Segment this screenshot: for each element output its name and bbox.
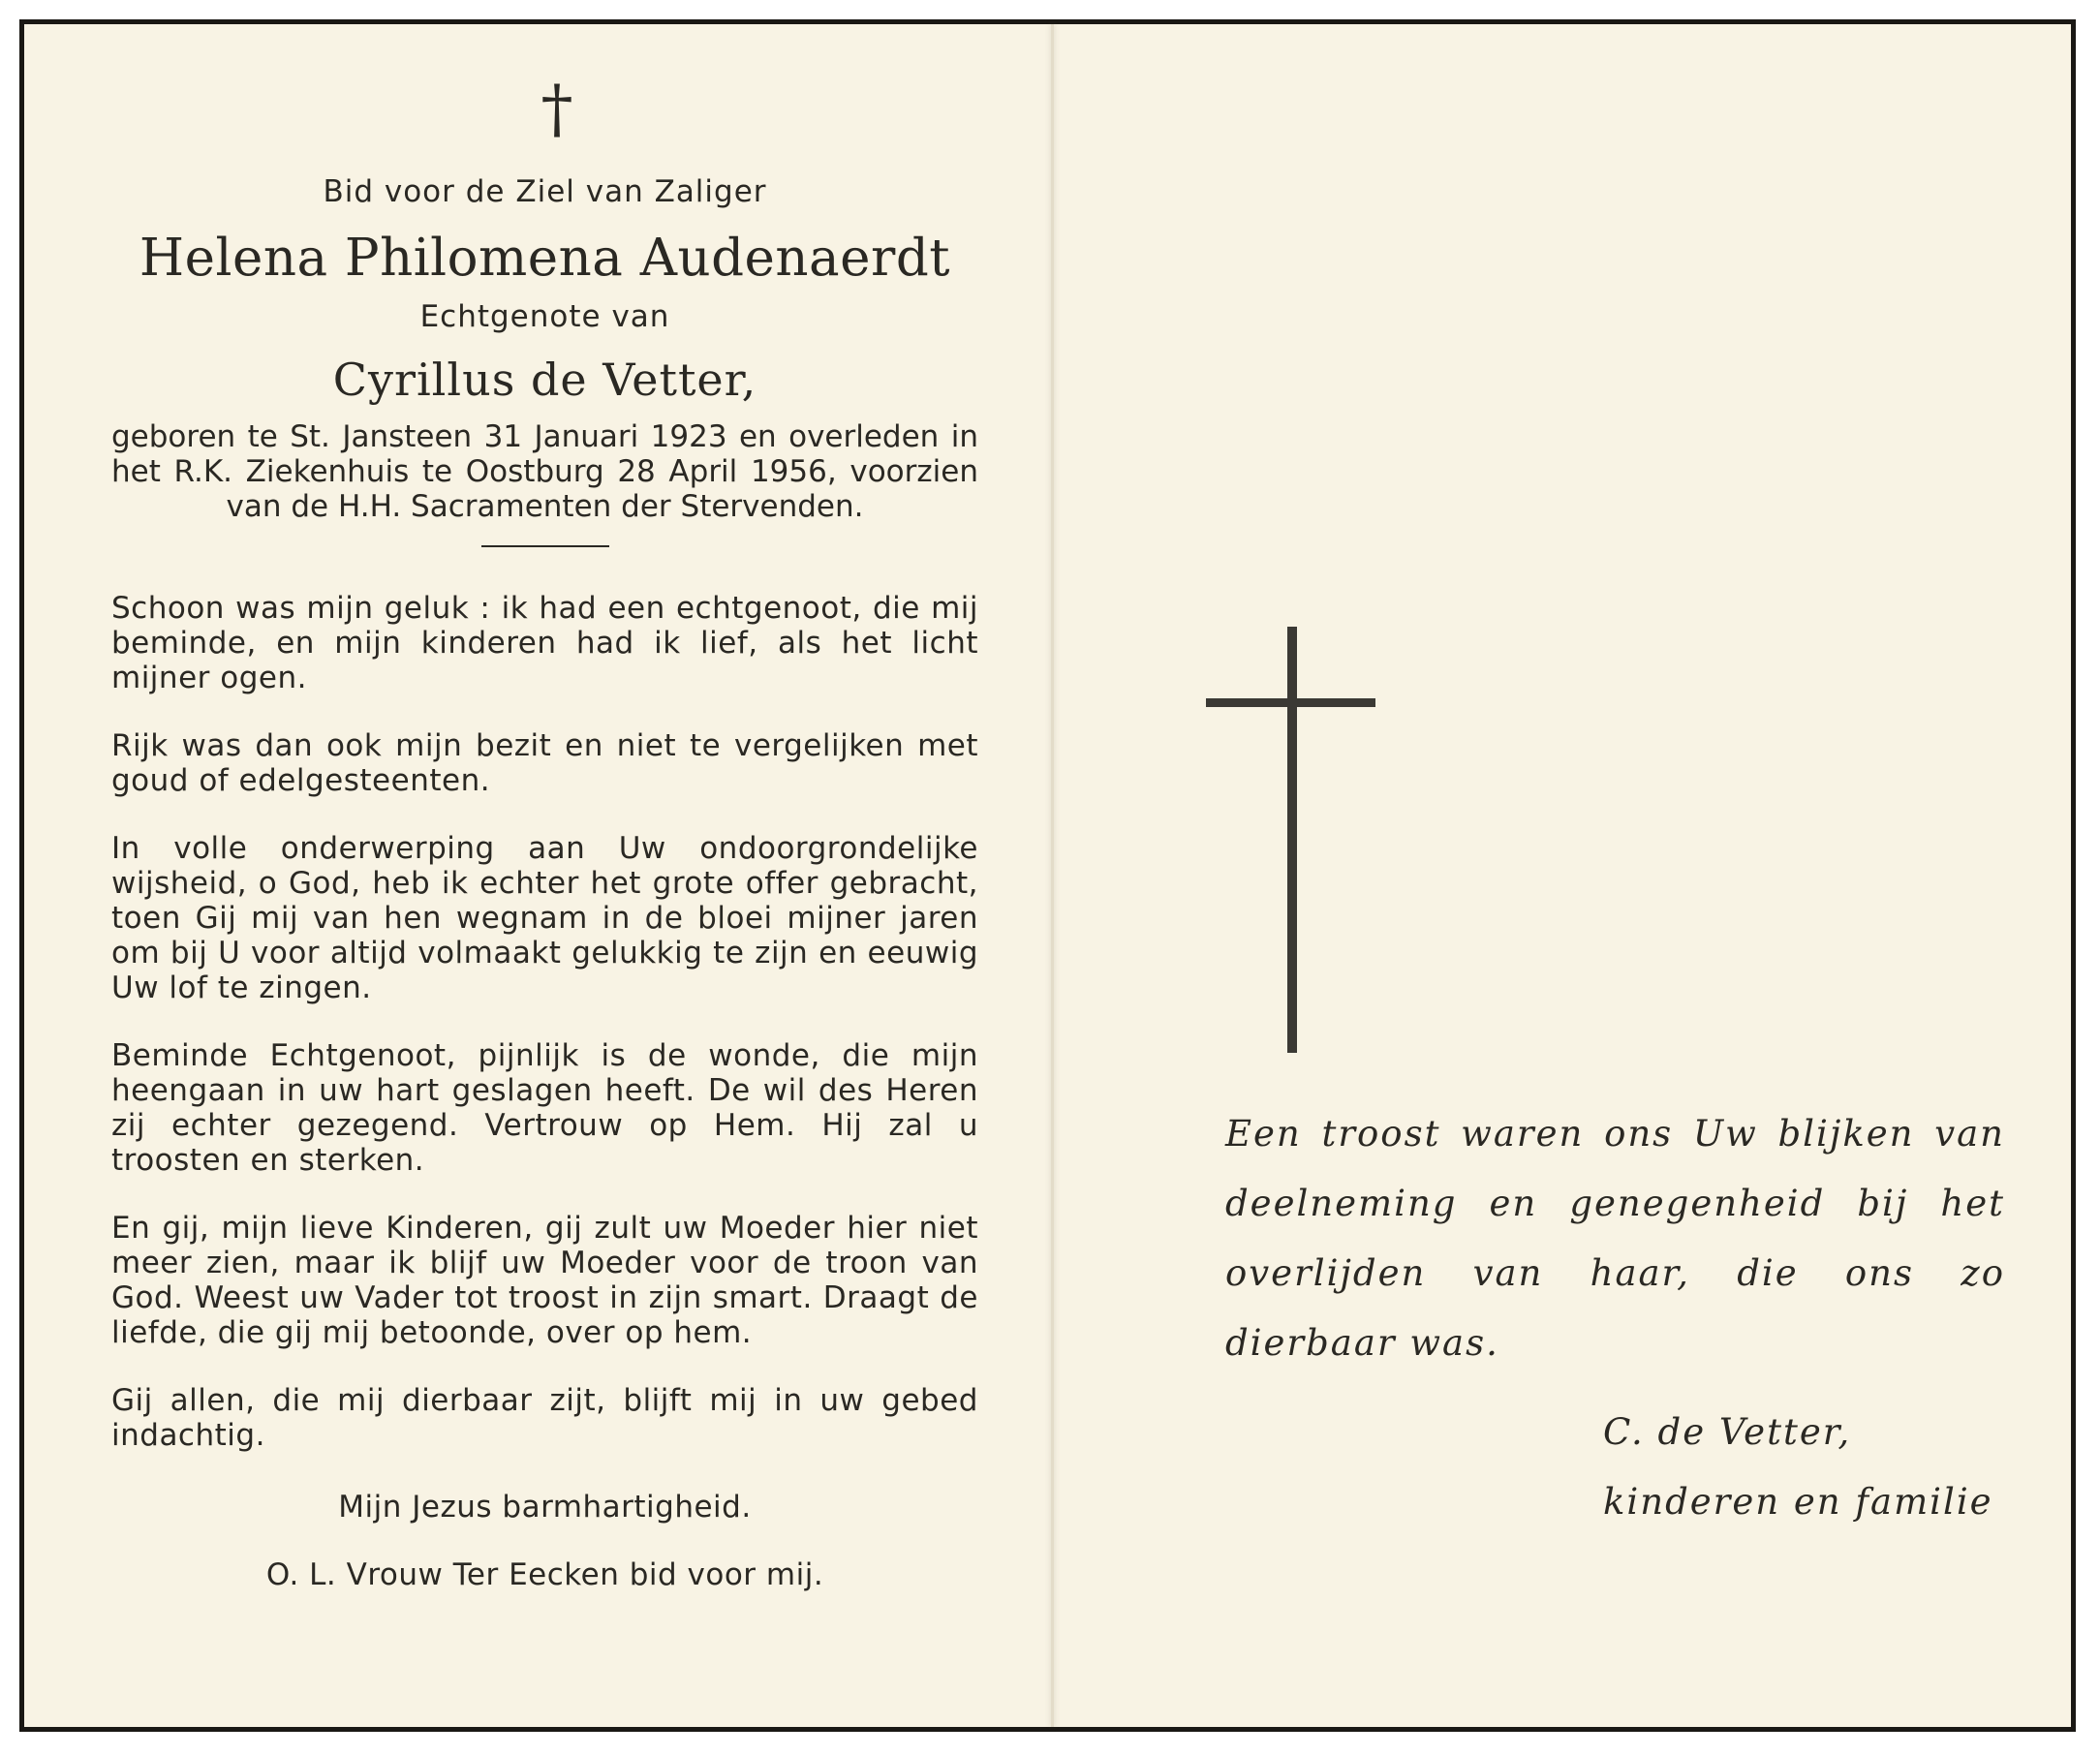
verse-paragraph: Beminde Echtgenoot, pijnlijk is de wonde, die mijn heengaan in uw hart geslagen heeft. De wil des Heren zij echter gezegend. Vertrouw op Hem. Hij zal u troosten en sterken. — [111, 1038, 978, 1178]
small-cross-icon: † — [540, 72, 573, 146]
large-cross-icon — [1206, 627, 1375, 1053]
card-fold-line — [1051, 24, 1054, 1727]
signature-name: C. de Vetter, — [1603, 1411, 1852, 1453]
thanks-message: Een troost waren ons Uw blijken van deelneming en genegenheid bij het overlijden van haar, die ons zo dierbaar was. — [1225, 1113, 2005, 1364]
verse-paragraph: Rijk was dan ook mijn bezit en niet te vergelijken met goud of edelgesteenten. — [111, 728, 978, 798]
cross-vertical-bar — [1287, 627, 1297, 1053]
birth-death-details: geboren te St. Jansteen 31 Januari 1923 en overleden in het R.K. Ziekenhuis te Oostburg 28 April 1956, voorzien van de H.H. Sacramenten der Stervenden. — [111, 419, 978, 524]
signature-family: kinderen en familie — [1603, 1481, 1993, 1523]
cross-horizontal-bar — [1206, 698, 1375, 707]
closing-prayer: Mijn Jezus barmhartigheid. — [338, 1490, 752, 1525]
prayer-heading: Bid voor de Ziel van Zaliger — [323, 174, 767, 209]
divider — [481, 545, 609, 547]
spouse-name: Cyrillus de Vetter, — [332, 354, 757, 406]
memorial-card — [19, 19, 2076, 1732]
verse-paragraph: In volle onderwerping aan Uw ondoorgrondelijke wijsheid, o God, heb ik echter het grote offer gebracht, toen Gij mij van hen wegnam in de bloei mijner jaren om bij U voor altijd volmaakt gelukkig te zijn en eeuwig Uw lof te zingen. — [111, 831, 978, 1005]
left-panel — [111, 72, 978, 1592]
verse-paragraph: Schoon was mijn geluk : ik had een echtgenoot, die mij beminde, en mijn kinderen had ik lief, als het licht mijner ogen. — [111, 591, 978, 695]
closing-invocation: O. L. Vrouw Ter Eecken bid voor mij. — [265, 1557, 824, 1592]
deceased-name: Helena Philomena Audenaerdt — [139, 229, 951, 288]
verse-paragraph: Gij allen, die mij dierbaar zijt, blijft mij in uw gebed indachtig. — [111, 1383, 978, 1453]
verse-paragraph: En gij, mijn lieve Kinderen, gij zult uw Moeder hier niet meer zien, maar ik blijf uw Moeder voor de troon van God. Weest uw Vader tot troost in zijn smart. Draagt de liefde, die gij mij betoonde, over op hem. — [111, 1211, 978, 1350]
spouse-label: Echtgenote van — [419, 299, 670, 334]
signature-block — [1603, 1398, 2010, 1537]
